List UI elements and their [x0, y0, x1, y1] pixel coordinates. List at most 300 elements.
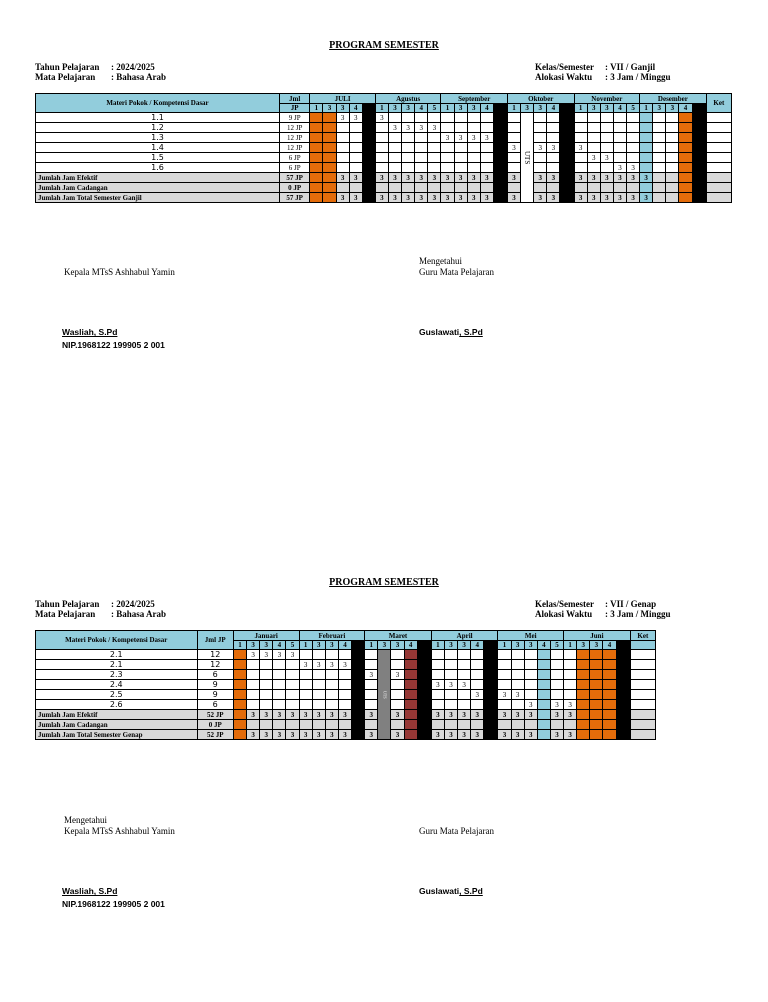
- ket-cell: [706, 123, 731, 133]
- week-cell: 1: [233, 641, 246, 650]
- week-value-cell: [299, 650, 312, 660]
- week-value-cell: [653, 113, 666, 123]
- week-value-cell: [404, 710, 417, 720]
- week-value-cell: [498, 650, 511, 660]
- week-value-cell: 3: [431, 710, 444, 720]
- week-value-cell: [692, 163, 706, 173]
- week-value-cell: 3: [467, 133, 480, 143]
- month-maret: Maret: [365, 631, 432, 641]
- week-value-cell: 3: [273, 650, 286, 660]
- semester-2-mengetahui: Mengetahui: [64, 815, 107, 825]
- week-value-cell: [362, 173, 375, 183]
- week-value-cell: [336, 183, 349, 193]
- ket-cell: [706, 113, 731, 123]
- month-juni: Juni: [564, 631, 631, 641]
- week-value-cell: [365, 700, 378, 710]
- week-value-cell: 3: [471, 710, 484, 720]
- week-value-cell: [524, 690, 537, 700]
- week-value-cell: [484, 660, 498, 670]
- week-value-cell: [653, 173, 666, 183]
- week-value-cell: [640, 143, 653, 153]
- week-value-cell: 3: [587, 193, 600, 203]
- week-value-cell: 3: [428, 173, 441, 183]
- week-value-cell: [484, 720, 498, 730]
- week-value-cell: [577, 660, 590, 670]
- week-value-cell: [338, 690, 351, 700]
- ket-cell: [630, 720, 655, 730]
- week-value-cell: 3: [613, 163, 626, 173]
- summary-label: Jumlah Jam Efektif: [36, 710, 198, 720]
- week-value-cell: [441, 163, 454, 173]
- week-value-cell: 3: [498, 730, 511, 740]
- week-value-cell: [352, 690, 365, 700]
- jp-cell: 6: [197, 670, 233, 680]
- week-value-cell: [362, 133, 375, 143]
- table-row: [36, 143, 732, 153]
- week-value-cell: [498, 670, 511, 680]
- week-value-cell: 3: [444, 680, 457, 690]
- week-cell: 3: [454, 104, 467, 113]
- week-value-cell: 3: [511, 710, 524, 720]
- week-value-cell: [458, 660, 471, 670]
- table-row: [36, 680, 656, 690]
- materi-cell: 1.3: [36, 133, 280, 143]
- week-value-cell: 3: [391, 710, 404, 720]
- week-value-cell: [493, 193, 507, 203]
- week-value-cell: [362, 183, 375, 193]
- week-value-cell: [428, 163, 441, 173]
- week-value-cell: 3: [431, 730, 444, 740]
- week-value-cell: [560, 193, 574, 203]
- week-value-cell: [352, 730, 365, 740]
- week-value-cell: [550, 650, 563, 660]
- week-cell: [352, 641, 365, 650]
- week-value-cell: [511, 660, 524, 670]
- summary-row: [36, 193, 732, 203]
- week-value-cell: [431, 670, 444, 680]
- ket-cell: [706, 133, 731, 143]
- week-value-cell: [537, 690, 550, 700]
- week-value-cell: [577, 700, 590, 710]
- week-cell: 3: [260, 641, 273, 650]
- week-value-cell: [431, 700, 444, 710]
- week-cell: 3: [511, 641, 524, 650]
- week-value-cell: [431, 660, 444, 670]
- week-value-cell: [484, 690, 498, 700]
- semester-2-guru-title: Guru Mata Pelajaran: [419, 826, 494, 836]
- week-cell: 4: [613, 104, 626, 113]
- ket-cell: [706, 143, 731, 153]
- week-cell: 3: [600, 104, 613, 113]
- week-value-cell: [375, 133, 388, 143]
- week-value-cell: [260, 670, 273, 680]
- week-value-cell: [590, 730, 603, 740]
- week-value-cell: [534, 183, 547, 193]
- week-value-cell: [454, 183, 467, 193]
- week-value-cell: [616, 730, 630, 740]
- week-value-cell: [577, 690, 590, 700]
- summary-label: Jumlah Jam Cadangan: [36, 720, 198, 730]
- month-november: November: [574, 94, 640, 104]
- week-value-cell: [613, 153, 626, 163]
- week-value-cell: [484, 670, 498, 680]
- week-value-cell: 3: [640, 193, 653, 203]
- guru-name-part: Guslawati: [419, 886, 460, 896]
- week-value-cell: 3: [534, 143, 547, 153]
- month-agustus: Agustus: [375, 94, 441, 104]
- week-value-cell: [417, 700, 431, 710]
- week-value-cell: [310, 183, 323, 193]
- week-value-cell: [653, 123, 666, 133]
- week-value-cell: [441, 113, 454, 123]
- jp-cell: 12 JP: [280, 123, 310, 133]
- ket-cell: [630, 650, 655, 660]
- week-value-cell: [260, 720, 273, 730]
- week-value-cell: 3: [471, 730, 484, 740]
- week-value-cell: [547, 153, 560, 163]
- tahun-label: Tahun Pelajaran: [35, 62, 100, 72]
- week-value-cell: [616, 710, 630, 720]
- week-cell: 1: [299, 641, 312, 650]
- week-value-cell: [310, 153, 323, 163]
- week-value-cell: 3: [349, 113, 362, 123]
- week-value-cell: [600, 183, 613, 193]
- week-value-cell: 3: [550, 730, 563, 740]
- week-value-cell: 3: [312, 730, 325, 740]
- week-value-cell: [653, 143, 666, 153]
- week-value-cell: [428, 113, 441, 123]
- table-row: [36, 123, 732, 133]
- kelas-value: : VII / Genap: [605, 599, 657, 609]
- week-value-cell: [310, 133, 323, 143]
- month-juli: JULI: [310, 94, 376, 104]
- week-cell: 3: [590, 641, 603, 650]
- week-value-cell: [404, 650, 417, 660]
- week-value-cell: [524, 670, 537, 680]
- summary-value: 0 JP: [280, 183, 310, 193]
- semester-1-kepala-title: Kepala MTsS Ashhabul Yamin: [64, 267, 175, 277]
- uts-vertical-label: UTS: [521, 113, 534, 203]
- week-value-cell: [404, 660, 417, 670]
- week-value-cell: 3: [508, 173, 521, 183]
- week-value-cell: [362, 163, 375, 173]
- week-value-cell: [391, 650, 404, 660]
- week-value-cell: 3: [574, 193, 587, 203]
- week-value-cell: [441, 123, 454, 133]
- week-value-cell: [260, 660, 273, 670]
- week-value-cell: [666, 163, 679, 173]
- week-cell: [493, 104, 507, 113]
- summary-row: [36, 730, 656, 740]
- week-value-cell: [484, 710, 498, 720]
- week-value-cell: [310, 123, 323, 133]
- week-cell: 4: [603, 641, 616, 650]
- week-value-cell: [365, 690, 378, 700]
- alokasi-label: Alokasi Waktu: [535, 609, 593, 619]
- week-value-cell: [428, 183, 441, 193]
- table-row: [36, 163, 732, 173]
- jp-cell: 6 JP: [280, 163, 310, 173]
- week-value-cell: [508, 123, 521, 133]
- week-value-cell: [498, 700, 511, 710]
- alokasi-value: : 3 Jam / Minggu: [605, 72, 671, 82]
- week-value-cell: [484, 650, 498, 660]
- week-value-cell: [653, 153, 666, 163]
- week-value-cell: [312, 700, 325, 710]
- week-value-cell: [233, 730, 246, 740]
- week-value-cell: [233, 690, 246, 700]
- week-value-cell: 3: [325, 730, 338, 740]
- week-value-cell: [564, 680, 577, 690]
- week-value-cell: [692, 153, 706, 163]
- week-value-cell: 3: [458, 710, 471, 720]
- week-cell: 1: [574, 104, 587, 113]
- week-value-cell: [679, 113, 692, 123]
- week-value-cell: [679, 153, 692, 163]
- week-value-cell: [402, 183, 415, 193]
- week-value-cell: [247, 670, 260, 680]
- week-value-cell: [454, 123, 467, 133]
- week-value-cell: [338, 720, 351, 730]
- ket-cell: [630, 680, 655, 690]
- week-value-cell: [508, 153, 521, 163]
- week-cell: 3: [391, 641, 404, 650]
- week-value-cell: 3: [547, 143, 560, 153]
- week-value-cell: [444, 650, 457, 660]
- week-value-cell: [653, 133, 666, 143]
- week-value-cell: 3: [480, 133, 493, 143]
- week-value-cell: [233, 660, 246, 670]
- week-value-cell: 3: [524, 730, 537, 740]
- jp-cell: 6 JP: [280, 153, 310, 163]
- week-value-cell: [508, 183, 521, 193]
- week-cell: 4: [338, 641, 351, 650]
- mapel-value: : Bahasa Arab: [111, 72, 167, 82]
- semester-1-guru-name: [419, 327, 483, 337]
- week-value-cell: [511, 700, 524, 710]
- summary-value: 0 JP: [197, 720, 233, 730]
- guru-name-part: Guslawati: [419, 327, 460, 337]
- week-value-cell: [564, 660, 577, 670]
- week-value-cell: [352, 660, 365, 670]
- week-cell: 1: [375, 104, 388, 113]
- week-value-cell: 3: [338, 710, 351, 720]
- week-value-cell: [273, 670, 286, 680]
- week-value-cell: [600, 133, 613, 143]
- week-value-cell: [286, 700, 299, 710]
- week-value-cell: [417, 660, 431, 670]
- kelas-label: Kelas/Semester: [535, 62, 594, 72]
- week-value-cell: [590, 710, 603, 720]
- week-value-cell: [417, 670, 431, 680]
- week-value-cell: [404, 700, 417, 710]
- week-value-cell: [458, 690, 471, 700]
- week-value-cell: 3: [480, 193, 493, 203]
- week-value-cell: [260, 700, 273, 710]
- kelas-value: : VII / Ganjil: [605, 62, 656, 72]
- week-value-cell: [338, 700, 351, 710]
- week-value-cell: [415, 143, 428, 153]
- week-value-cell: [590, 700, 603, 710]
- ket-cell: [630, 660, 655, 670]
- week-value-cell: [454, 113, 467, 123]
- jp-cell: 9: [197, 680, 233, 690]
- week-value-cell: 3: [508, 193, 521, 203]
- week-value-cell: 3: [444, 730, 457, 740]
- week-value-cell: [417, 720, 431, 730]
- tahun-value: : 2024/2025: [111, 599, 155, 609]
- week-value-cell: 3: [260, 730, 273, 740]
- week-value-cell: [679, 193, 692, 203]
- week-value-cell: [534, 153, 547, 163]
- week-value-cell: [325, 720, 338, 730]
- alokasi-value: : 3 Jam / Minggu: [605, 609, 671, 619]
- week-value-cell: 3: [325, 660, 338, 670]
- table-row: [36, 660, 656, 670]
- week-value-cell: 3: [534, 173, 547, 183]
- week-value-cell: [417, 650, 431, 660]
- week-value-cell: [362, 153, 375, 163]
- week-value-cell: [286, 690, 299, 700]
- col-jp: JP: [280, 104, 310, 113]
- week-value-cell: [564, 690, 577, 700]
- materi-cell: 1.5: [36, 153, 280, 163]
- week-value-cell: [428, 133, 441, 143]
- week-cell: 3: [388, 104, 401, 113]
- week-value-cell: [365, 680, 378, 690]
- week-value-cell: [415, 153, 428, 163]
- summary-label: Jumlah Jam Efektif: [36, 173, 280, 183]
- week-value-cell: [388, 113, 401, 123]
- week-value-cell: 3: [640, 173, 653, 183]
- week-cell: [560, 104, 574, 113]
- week-value-cell: 3: [613, 193, 626, 203]
- week-value-cell: 3: [524, 710, 537, 720]
- semester-2-info-left: [35, 599, 166, 619]
- week-value-cell: [388, 183, 401, 193]
- week-value-cell: 3: [312, 710, 325, 720]
- week-value-cell: [299, 680, 312, 690]
- semester-1-guru-title: Guru Mata Pelajaran: [419, 267, 494, 277]
- week-value-cell: [454, 143, 467, 153]
- week-value-cell: [692, 113, 706, 123]
- week-value-cell: 3: [550, 700, 563, 710]
- week-value-cell: [484, 680, 498, 690]
- week-value-cell: [590, 680, 603, 690]
- week-cell: 4: [537, 641, 550, 650]
- week-value-cell: [587, 163, 600, 173]
- week-value-cell: [537, 660, 550, 670]
- week-value-cell: 3: [428, 123, 441, 133]
- week-value-cell: 3: [402, 173, 415, 183]
- week-value-cell: [550, 720, 563, 730]
- week-cell: 3: [444, 641, 457, 650]
- week-value-cell: [404, 680, 417, 690]
- week-value-cell: 3: [627, 193, 640, 203]
- week-value-cell: 3: [299, 730, 312, 740]
- ket-cell: [630, 710, 655, 720]
- week-value-cell: [312, 670, 325, 680]
- week-value-cell: [574, 183, 587, 193]
- header-row: [36, 94, 732, 104]
- week-value-cell: [511, 650, 524, 660]
- week-value-cell: [391, 690, 404, 700]
- jp-cell: 12 JP: [280, 143, 310, 153]
- week-value-cell: 3: [547, 173, 560, 183]
- week-value-cell: [338, 670, 351, 680]
- week-value-cell: 3: [511, 730, 524, 740]
- week-value-cell: [511, 680, 524, 690]
- week-value-cell: 3: [312, 660, 325, 670]
- week-value-cell: [247, 660, 260, 670]
- semester-2-info-right: [535, 599, 671, 619]
- week-value-cell: [391, 660, 404, 670]
- week-value-cell: [233, 680, 246, 690]
- week-value-cell: [508, 163, 521, 173]
- week-value-cell: [524, 720, 537, 730]
- week-cell: 1: [310, 104, 323, 113]
- week-value-cell: [574, 153, 587, 163]
- week-value-cell: [666, 123, 679, 133]
- week-value-cell: [560, 153, 574, 163]
- week-value-cell: [352, 720, 365, 730]
- week-value-cell: [388, 143, 401, 153]
- summary-label: Jumlah Jam Total Semester Ganjil: [36, 193, 280, 203]
- col-ket: Ket: [630, 631, 655, 641]
- week-value-cell: [471, 720, 484, 730]
- week-value-cell: 3: [402, 193, 415, 203]
- week-value-cell: 3: [467, 193, 480, 203]
- ket-cell: [630, 690, 655, 700]
- summary-value: 52 JP: [197, 730, 233, 740]
- ket-cell: [630, 641, 655, 650]
- week-value-cell: 3: [454, 173, 467, 183]
- week-cell: 5: [550, 641, 563, 650]
- summary-value: 52 JP: [197, 710, 233, 720]
- week-value-cell: [323, 193, 336, 203]
- week-value-cell: 3: [471, 690, 484, 700]
- week-value-cell: [574, 123, 587, 133]
- week-value-cell: [590, 660, 603, 670]
- week-value-cell: [431, 650, 444, 660]
- week-value-cell: [362, 193, 375, 203]
- week-value-cell: [603, 650, 616, 660]
- kelas-label: Kelas/Semester: [535, 599, 594, 609]
- week-value-cell: 3: [260, 710, 273, 720]
- week-value-cell: [312, 650, 325, 660]
- tahun-label: Tahun Pelajaran: [35, 599, 100, 609]
- week-value-cell: 3: [627, 163, 640, 173]
- week-value-cell: [616, 700, 630, 710]
- week-value-cell: [467, 113, 480, 123]
- week-value-cell: [388, 133, 401, 143]
- week-value-cell: [679, 183, 692, 193]
- week-value-cell: 3: [365, 710, 378, 720]
- week-value-cell: [310, 113, 323, 123]
- week-value-cell: [692, 133, 706, 143]
- week-value-cell: [679, 173, 692, 183]
- week-value-cell: [537, 680, 550, 690]
- week-value-cell: 3: [388, 193, 401, 203]
- ket-cell: [706, 193, 731, 203]
- week-cell: 4: [273, 641, 286, 650]
- week-value-cell: [692, 143, 706, 153]
- week-value-cell: [603, 660, 616, 670]
- week-value-cell: [679, 163, 692, 173]
- week-value-cell: [247, 690, 260, 700]
- month-desember: Desember: [640, 94, 707, 104]
- week-value-cell: 3: [286, 650, 299, 660]
